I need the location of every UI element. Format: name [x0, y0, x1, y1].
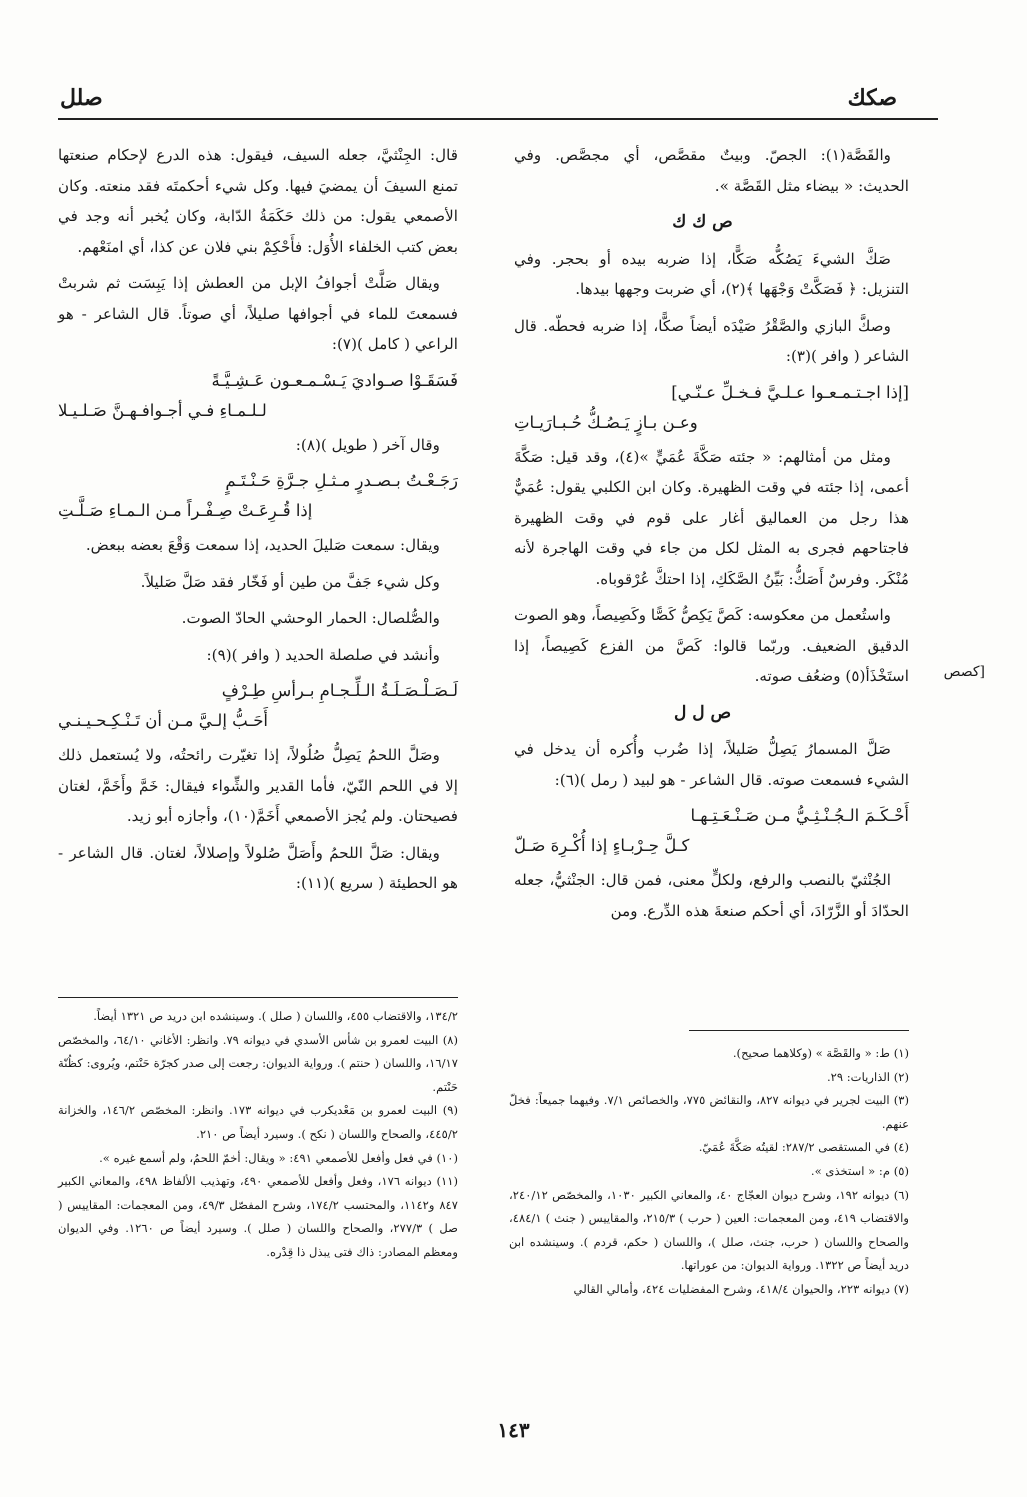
running-head-left: صلل — [60, 85, 103, 111]
verse-hemistich: كـلَّ حِـرْبـاءٍ إذا أُكْـرِهَ صَـلّ — [514, 836, 690, 855]
verse-hemistich: أَحَـبُّ إلـيَّ مـن أن تَـنْـكِـحـيـنـي — [58, 711, 268, 730]
footnote: (٤) في المستقصى ٢٨٧/٢: لقيتُه صَكَّةَ عُمَيّ. — [698, 1140, 909, 1155]
margin-note: [كصص — [943, 664, 985, 680]
verse-hemistich: فَسَقَـوْا صـواديَ يَـسْـمـعـون عَـشِـيَّـةً — [211, 370, 458, 390]
paragraph: وصكَّ البازي والصَّقْرُ صَيْدَه أيضاً صكًّا، إذا ضربه فحطّه. قال الشاعر ( وافر )(٣): — [514, 316, 909, 365]
verse-hemistich: رَجَـعْـتُ بـصـدرٍ مـثـلِ جـرَّةِ حَـنْـتَـمٍ — [225, 471, 458, 490]
running-head-right: صكك — [847, 85, 897, 111]
footnote: (٩) البيت لعمرو بن مَعْديكرب في ديوانه ١٧٣. وانظر: المخصّص ١٤٦/٢، والخزانة ٤٤٥/٢، والصحاح واللسان ( نكح ). وسيرد أيضاً ص ٢١٠. — [58, 1103, 458, 1141]
verse — [58, 676, 458, 736]
root-heading: ص ل ل — [673, 702, 732, 723]
paragraph: وصَلَّ اللحمُ يَصِلُّ صُلُولاً، إذا تغيّرت رائحتُه، ولا يُستعمل ذلك إلا في اللحم النّيّ، فأما القدير والشِّواء فيقال: خَمَّ وأَخَمَّ، لغتان فصيحتان. ولم يُجز الأصمعي أَخَمَّ(١٠)، وأجازه أبو زيد. — [58, 746, 458, 825]
footnote-rule — [58, 997, 458, 998]
paragraph: وكل شيء جَفَّ من طين أو فَخّار فقد صَلَّ صَليلاً. — [140, 572, 440, 591]
paragraph: والصُّلصال: الحمار الوحشي الحادّ الصوت. — [181, 609, 440, 627]
paragraph: ومثل من أمثالهم: « جئته صَكَّةَ عُمَيٍّ »(٤)، وقد قيل: صَكَّةَ أعمى، إذا جئته في وقت الظهيرة. وكان ابن الكلبي يقول: عُمَيٌّ هذا رجل من العماليق أغار على قوم في وقت الظهيرة فاجتاحهم فجرى به المثل لكل من جاء في وقت الهاجرة لأنه مُنْكَر. وفرسٌ أَصَكُّ: بَيِّنُ الصَّكَكِ، إذا احتكَّ عُرْقوباه. — [514, 447, 909, 588]
footnotes-right — [509, 1042, 909, 1302]
verse — [514, 801, 909, 861]
verse-hemistich: إذا قُـرِعَـتْ صِـفْـراً مـن الـمـاءِ صَـلَّـتِ — [58, 501, 313, 520]
verse — [514, 378, 909, 438]
footnote: (٧) ديوانه ٢٢٣، والحيوان ٤١٨/٤، وشرح المفضليات ٤٢٤، وأمالي القالي — [573, 1281, 909, 1296]
paragraph: وأنشد في صلصلة الحديد ( وافر )(٩): — [206, 645, 440, 664]
footnote: (١) ط: « والقَصَّة » (وكلاهما صحيح). — [732, 1046, 909, 1060]
footnote: (٢) الذاريات: ٢٩. — [826, 1069, 909, 1084]
header-rule — [58, 118, 938, 120]
footnote: (٨) البيت لعمرو بن شأس الأسدي في ديوانه ٧٩. وانظر: الأغاني ٦٤/١٠، والمخصّص ١٦/١٧، واللسان ( حنتم ). ورواية الديوان: رجعت إلى صدر كجرّة حَنْتم، ويُروى: كظُنّة حَنْتم. — [58, 1032, 458, 1094]
verse-hemistich: لَـصَـلْـصَـلَـةُ الـلِّـجـامِ بـرأسِ طِـرْفٍ — [221, 681, 458, 700]
footnote: (١٠) في فعل وأفعل للأصمعي ٤٩١: « ويقال: أخمّ اللحمُ، ولم أسمع غيره ». — [99, 1150, 458, 1165]
right-column — [514, 140, 909, 932]
root-heading: ص ك ك — [672, 212, 733, 232]
paragraph: ويقال: سمعت صَليلَ الحديد، إذا سمعت وَقْعَ بعضه ببعض. — [85, 536, 440, 554]
paragraph: وقال آخر ( طويل )(٨): — [295, 435, 440, 454]
paragraph: صَلَّ المسمارُ يَصِلُّ صَليلاً، إذا ضُرب وأُكره أن يدخل في الشيء فسمعت صوته. قال الشاعر - هو لبيد ( رمل )(٦): — [514, 740, 909, 789]
verse-hemistich: وعـن بـازٍ يَـصُـكُّ حُـبـارَيـاتِ — [514, 412, 698, 432]
footnotes-left — [58, 1005, 458, 1265]
paragraph: قال: الجِنْثيَّ، جعله السيف، فيقول: هذه الدرع لإحكام صنعتها تمنع السيفَ أن يمضيَ فيها. وكل شيء أحكمتَه فقد منعته. وكان الأصمعي يقول: من ذلك حَكَمَةُ الدّابة، وكان يُخبر أنه وجد في بعض كتب الخلفاء الأُوَل: فأَحْكِمْ بني فلان عن كذا، أي امنَعْهم. — [58, 146, 458, 256]
verse-hemistich: أَحْـكَـمَ الـجُـنْـثِـيُّ مـن صَـنْـعَـتِـهـا — [690, 806, 909, 825]
footnote: (٥) م: « استخذى ». — [810, 1163, 909, 1178]
verse — [58, 366, 458, 426]
paragraph: ويقال: صَلَّ اللحمُ وأَصَلَّ صُلولاً وإصلالاً، لغتان. قال الشاعر - هو الحطيئة ( سريع )(١١): — [58, 843, 458, 892]
paragraph: واستُعمل من معكوسه: كَصَّ يَكِصُّ كَصًّا وكَصِيصاً، وهو الصوت الدقيق الضعيف. وربّما قالوا: كَصَّ من الفزع كَصِيصاً، إذا استَخْذَأ(٥) وضعُف صوته. — [514, 606, 909, 685]
footnote: (٣) البيت لجرير في ديوانه ٨٢٧، والنقائض ٧٧٥، والخصائص ٧/١. وفيهما جميعاً: فخلّ عنهم. — [509, 1093, 909, 1131]
paragraph: الجُنْثيّ بالنصب والرفع، ولكلٍّ معنى، فمن قال: الجنْثيُّ، جعله الحدّادَ أو الزَّرّادَ، أي أحكم صنعةَ هذه الدِّرع. ومن — [514, 871, 909, 920]
footnote: (١١) ديوانه ١٧٦، وفعل وأفعل للأصمعي ٤٩٠، وتهذيب الألفاظ ٤٩٨، والمعاني الكبير ٨٤٧ و١١٤٢، والمحتسب ١٧٤/٢، وشرح المفصّل ٤٩/٣، ومن المعجمات: المقاييس ( صل ) ٢٧٧/٣، والصحاح واللسان ( صلل ). وسيرد أيضاً ص ١٢٦٠. وفي الديوان ومعظم المصادر: ذاك فتى يبذل ذا قِدْره. — [58, 1174, 459, 1259]
paragraph: ويقال صَلَّتْ أجوافُ الإبل من العطش إذا يَبِسَت ثم شربتْ فسمعتَ للماء في أجوافها صليلاً، أي صوتاً. قال الشاعر - هو الراعي ( كامل )(٧): — [58, 274, 458, 353]
footnote: (٦) ديوانه ١٩٢، وشرح ديوان العجّاج ٤٠، والمعاني الكبير ١٠٣٠، والمخصّص ٢٤٠/١٢، والاقتضاب ٤١٩، ومن المعجمات: العين ( حرب ) ٢١٥/٣، والمقاييس ( جنث ) ٤٨٤/١، والصحاح واللسان ( حرب، جنث، صلل )، واللسان ( حكم، قردم ). وسينشده ابن دريد أيضاً ص ١٣٢٢. ورواية الديوان: من عوراتها. — [509, 1187, 910, 1273]
paragraph: صَكَّ الشيءَ يَصُكُّه صَكًّا، إذا ضربه بيده أو بحجر. وفي التنزيل: ﴿ فَصَكَّتْ وَجْهَها ﴾(٢)، أي ضربت وجهها بيدها. — [514, 249, 909, 298]
paragraph: والقَصَّة(١): الجصّ. وبيتٌ مقصَّص، أي مجصَّص. وفي الحديث: « بيضاء مثل القَصَّة ». — [514, 146, 909, 195]
footnote-rule — [689, 1030, 909, 1031]
verse — [58, 466, 458, 526]
verse-hemistich: [إذا اجـتـمـعـوا عـلـيَّ فـخـلِّ عـنّـي] — [671, 382, 909, 402]
footnote: ١٣٤/٢، والاقتضاب ٤٥٥، واللسان ( صلل ). وسينشده ابن دريد ص ١٣٢١ أيضاً. — [93, 1009, 458, 1023]
left-column — [58, 140, 458, 905]
page-number: ١٤٣ — [497, 1418, 530, 1442]
verse-hemistich: لـلـمـاءِ فـي أجـوافـهـنَّ صَـلـيـلا — [58, 400, 267, 420]
